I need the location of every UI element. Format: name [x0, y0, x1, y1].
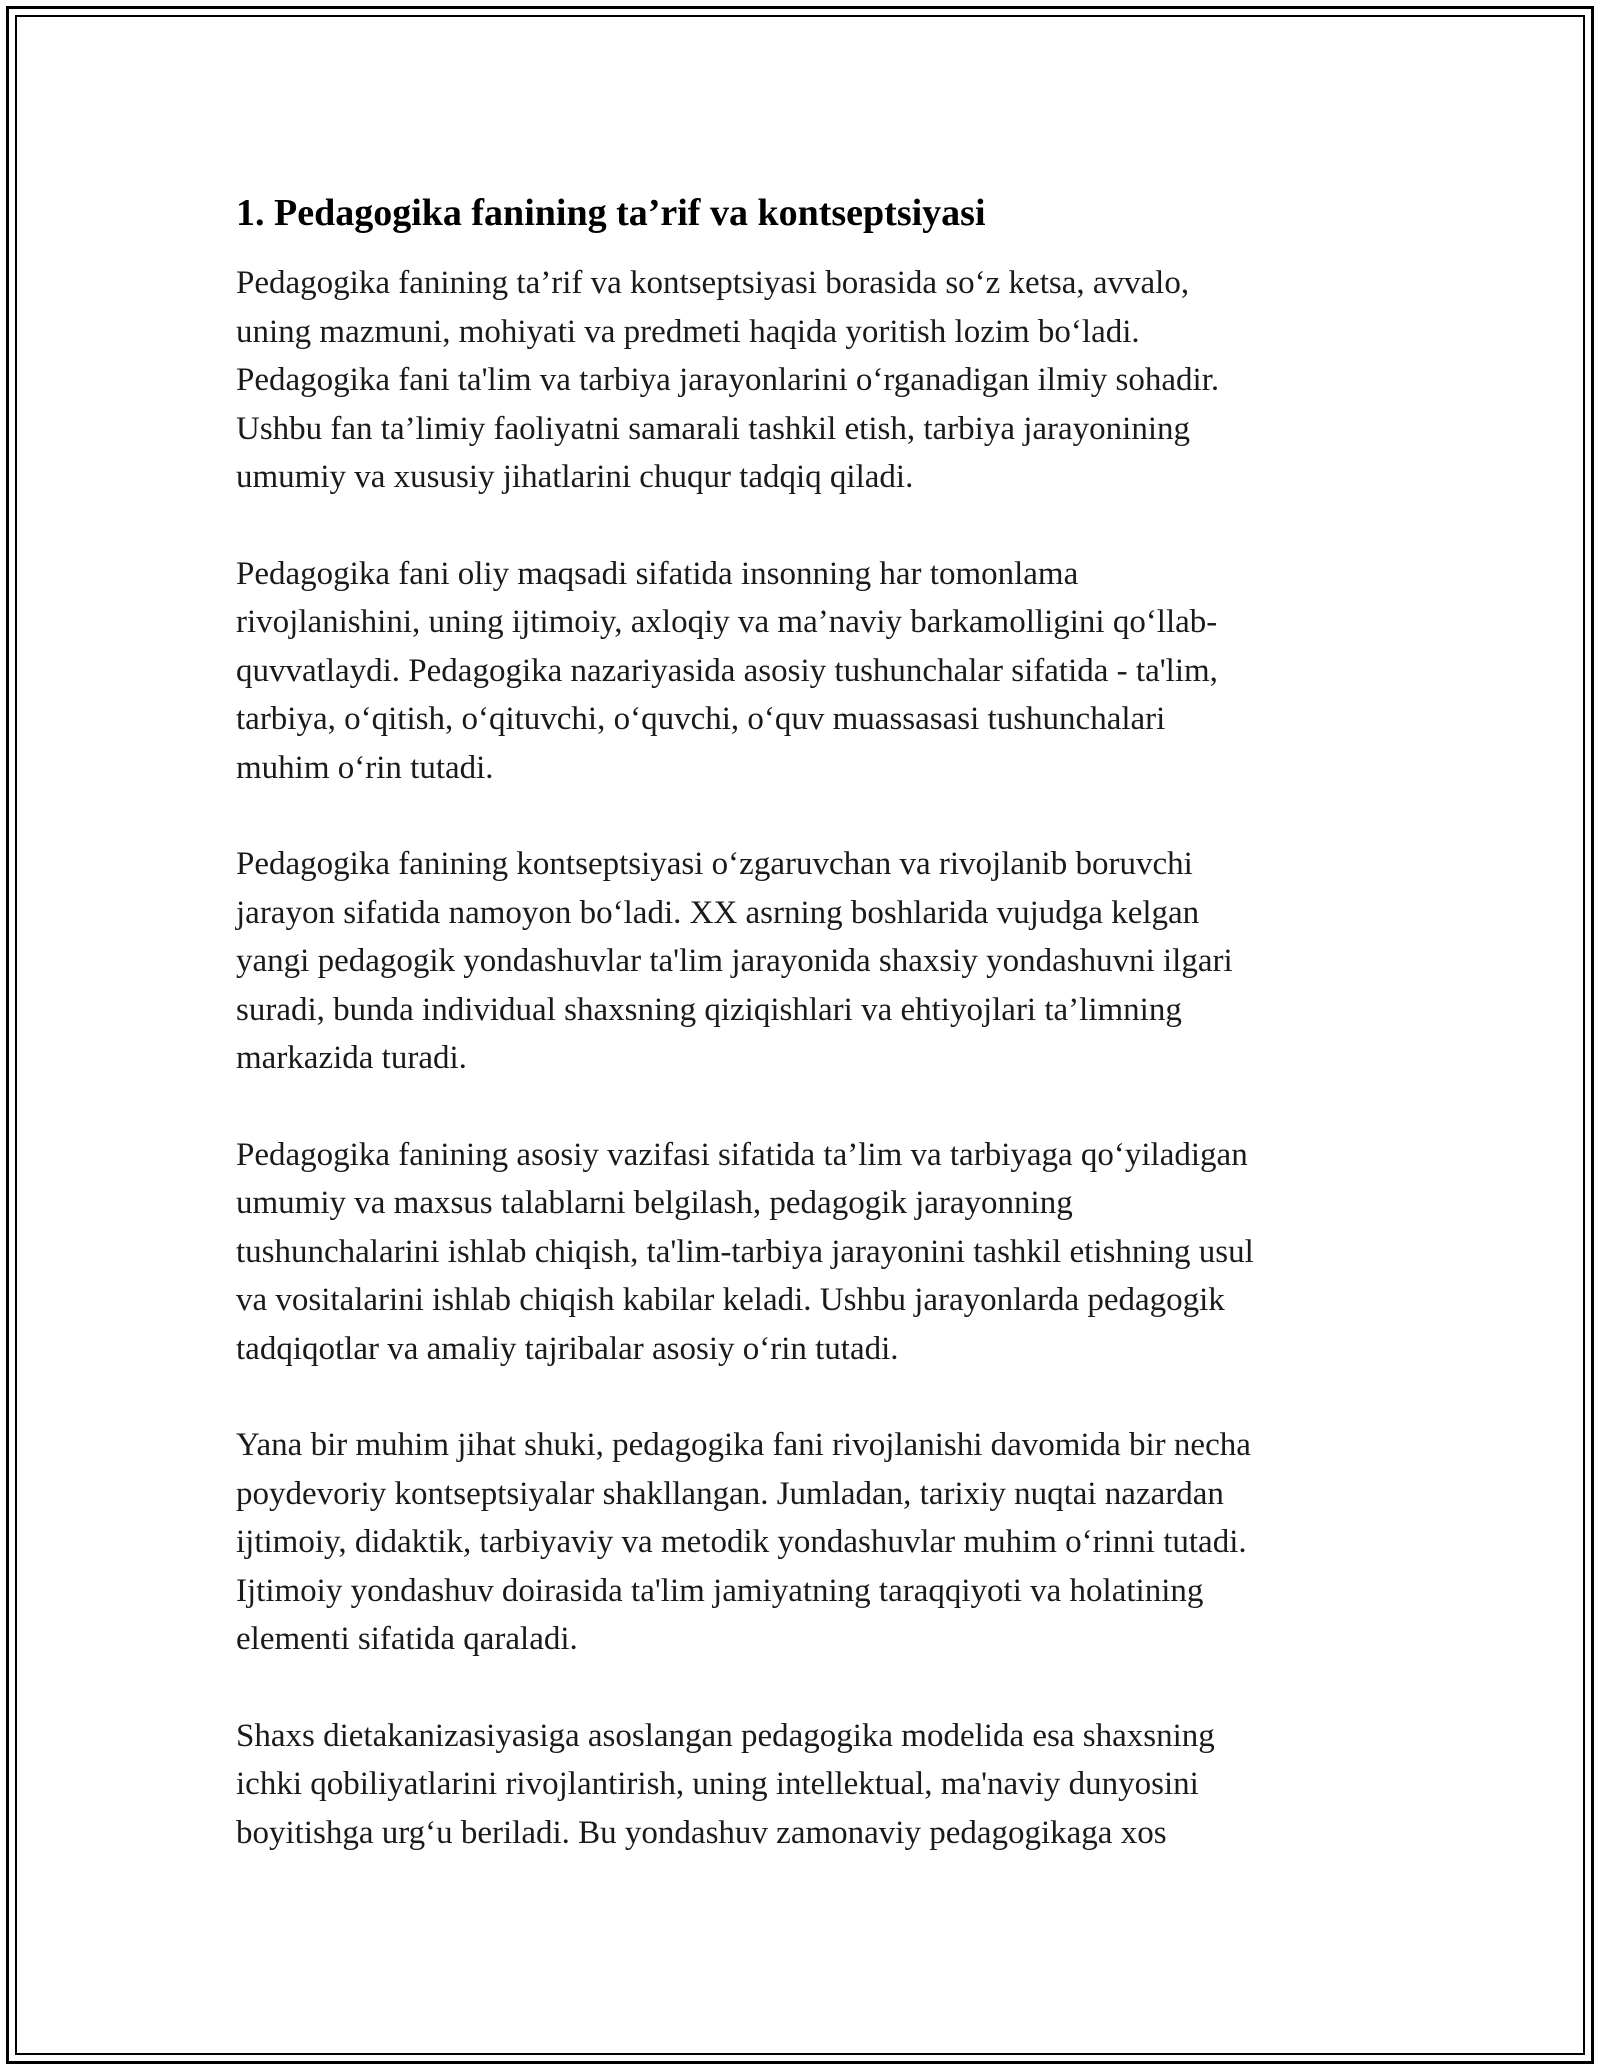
paragraph-6: Shaxs dietakanizasiyasiga asoslangan pedagogika modelida esa shaxsning ichki qobiliyatlarini rivojlantirish, uning intellektual, ma'naviy dunyosini boyitishga urg‘u beriladi. Bu yondashuv zamonaviy pedagogikaga xos [236, 1717, 1215, 1851]
section-heading: 1. Pedagogika fanining ta’rif va kontseptsiyasi [236, 192, 986, 234]
paragraph-5: Yana bir muhim jihat shuki, pedagogika fani rivojlanishi davomida bir necha poydevoriy kontseptsiyalar shakllangan. Jumladan, tarixiy nuqtai nazardan ijtimoiy, didaktik, tarbiyaviy va metodik yondashuvlar muhim o‘rinni tutadi. Ijtimoiy yondashuv doirasida ta'lim jamiyatning taraqqiyoti va holatining elementi sifatida qaraladi. [236, 1427, 1251, 1657]
paragraph-4: Pedagogika fanining asosiy vazifasi sifatida ta’lim va tarbiyaga qo‘yiladigan umumiy va maxsus talablarni belgilash, pedagogik jarayonning tushunchalarini ishlab chiqish, ta'lim-tarbiya jarayonini tashkil etishning usul va vositalarini ishlab chiqish kabilar keladi. Ushbu jarayonlarda pedagogik tadqiqotlar va amaliy tajribalar asosiy o‘rin tutadi. [236, 1136, 1254, 1367]
paragraph-2: Pedagogika fani oliy maqsadi sifatida insonning har tomonlama rivojlanishini, uning ijtimoiy, axloqiy va ma’naviy barkamolligini qo‘llab- quvvatlaydi. Pedagogika nazariyasida asosiy tushunchalar sifatida - ta'lim, tarbiya, o‘qitish, o‘qituvchi, o‘quvchi, o‘quv muassasasi tushunchalari muhim o‘rin tutadi. [236, 555, 1218, 786]
paragraph-1: Pedagogika fanining ta’rif va kontseptsiyasi borasida so‘z ketsa, avvalo, uning mazmuni, mohiyati va predmeti haqida yoritish lozim bo‘ladi. Pedagogika fani ta'lim va tarbiya jarayonlarini o‘rganadigan ilmiy sohadir. Ushbu fan ta’limiy faoliyatni samarali tashkil etish, tarbiya jarayonining umumiy va xususiy jihatlarini chuqur tadqiq qiladi. [236, 265, 1220, 495]
document-body [236, 185, 1386, 1905]
paragraph-3: Pedagogika fanining kontseptsiyasi o‘zgaruvchan va rivojlanib boruvchi jarayon sifatida namoyon bo‘ladi. XX asrning boshlarida vujudga kelgan yangi pedagogik yondashuvlar ta'lim jarayonida shaxsiy yondashuvni ilgari suradi, bunda individual shaxsning qiziqishlari va ehtiyojlari ta’limning markazida turadi. [236, 846, 1233, 1076]
